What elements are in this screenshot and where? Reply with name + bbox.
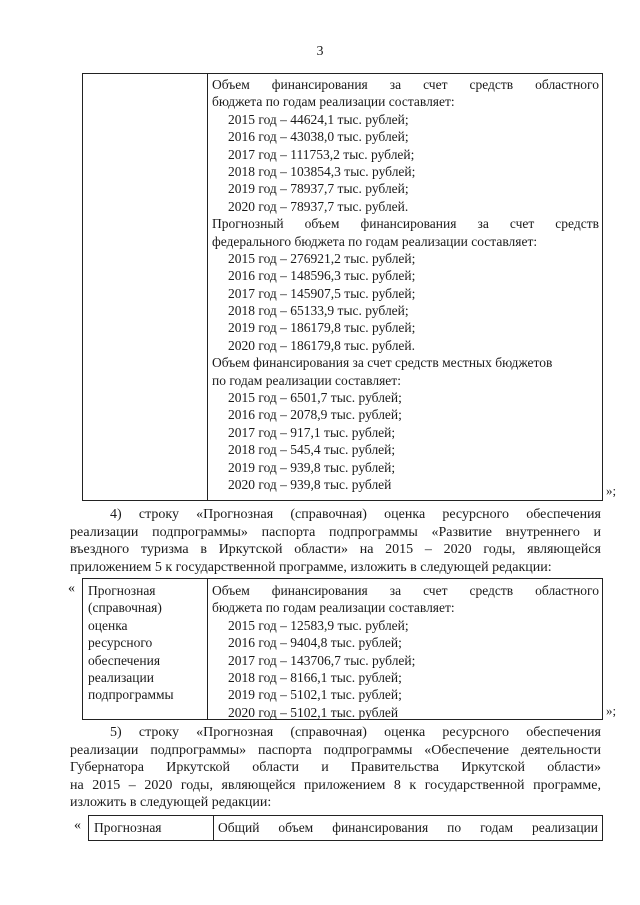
text-line: по годам реализации составляет: bbox=[212, 372, 401, 388]
paragraph-item-4 bbox=[70, 506, 601, 576]
year-line: 2015 год – 12583,9 тыс. рублей; bbox=[228, 617, 409, 633]
opening-quote-mark: « bbox=[68, 581, 75, 596]
paragraph-item-5 bbox=[70, 724, 601, 812]
text-line: оценка bbox=[88, 617, 128, 633]
closing-quote-mark: »; bbox=[606, 703, 617, 718]
text-line: изложить в следующей редакции: bbox=[70, 795, 272, 810]
text-line: Объем финансирования за счет средств местных бюджетов bbox=[212, 355, 553, 371]
text-line: ресурсного bbox=[88, 635, 153, 651]
year-line: 2018 год – 545,4 тыс. рублей; bbox=[228, 442, 396, 458]
page-number: 3 bbox=[316, 44, 324, 59]
financing-table-continued bbox=[82, 73, 603, 501]
text-line: Объем финансирования за счет средств областного bbox=[212, 77, 599, 92]
year-line: 2020 год – 939,8 тыс. рублей bbox=[228, 476, 392, 492]
year-line: 2020 год – 5102,1 тыс. рублей bbox=[228, 704, 399, 720]
financing-table-tourism bbox=[82, 578, 603, 720]
financing-table-governor bbox=[88, 815, 603, 841]
year-line: 2015 год – 44624,1 тыс. рублей; bbox=[228, 111, 409, 127]
year-line: 2018 год – 103854,3 тыс. рублей; bbox=[228, 163, 416, 179]
closing-quote-mark: »; bbox=[606, 483, 617, 498]
row-title-cell bbox=[94, 819, 209, 836]
text-line: реализации подпрограммы» паспорта подпрограммы «Развитие внутреннего и bbox=[70, 524, 601, 540]
column-divider bbox=[213, 816, 214, 840]
year-line: 2016 год – 148596,3 тыс. рублей; bbox=[228, 268, 416, 284]
text-line: (справочная) bbox=[88, 600, 162, 616]
text-line: въездного туризма в Иркутской области» на 2015 – 2020 годы, являющейся bbox=[70, 542, 601, 557]
year-line: 2016 год – 43038,0 тыс. рублей; bbox=[228, 129, 409, 145]
year-line: 2015 год – 276921,2 тыс. рублей; bbox=[228, 250, 416, 266]
financing-cell bbox=[212, 76, 599, 493]
text-line: 5) строку «Прогнозная (справочная) оценка ресурсного обеспечения bbox=[110, 725, 601, 740]
text-line: подпрограммы bbox=[88, 687, 174, 703]
financing-cell bbox=[218, 819, 598, 836]
year-line: 2015 год – 6501,7 тыс. рублей; bbox=[228, 390, 402, 406]
text-line: Общий объем финансирования по годам реализации bbox=[218, 820, 598, 835]
text-line: Объем финансирования за счет средств областного bbox=[212, 583, 599, 598]
text-line: реализации bbox=[88, 669, 154, 685]
year-line: 2019 год – 78937,7 тыс. рублей; bbox=[228, 181, 409, 197]
year-line: 2019 год – 186179,8 тыс. рублей; bbox=[228, 320, 416, 336]
year-line: 2019 год – 5102,1 тыс. рублей; bbox=[228, 687, 402, 703]
text-line: реализации подпрограммы» паспорта подпрограммы «Обеспечение деятельности bbox=[70, 742, 601, 758]
year-line: 2017 год – 145907,5 тыс. рублей; bbox=[228, 285, 416, 301]
year-line: 2017 год – 143706,7 тыс. рублей; bbox=[228, 652, 416, 668]
year-line: 2017 год – 111753,2 тыс. рублей; bbox=[228, 146, 415, 162]
column-divider bbox=[207, 74, 208, 500]
financing-cell bbox=[212, 582, 599, 721]
year-line: 2018 год – 65133,9 тыс. рублей; bbox=[228, 303, 409, 319]
text-line: Прогнозная bbox=[88, 583, 156, 598]
text-line: обеспечения bbox=[88, 652, 161, 668]
row-title-cell bbox=[88, 582, 203, 704]
text-line: 4) строку «Прогнозная (справочная) оценка ресурсного обеспечения bbox=[110, 507, 601, 522]
text-line: бюджета по годам реализации составляет: bbox=[212, 600, 455, 616]
text-line: на 2015 – 2020 годы, являющейся приложением 8 к государственной программе, bbox=[70, 777, 601, 793]
year-line: 2019 год – 939,8 тыс. рублей; bbox=[228, 459, 396, 475]
text-line: Губернатора Иркутской области и Правительства Иркутской области» bbox=[70, 760, 601, 775]
year-line: 2017 год – 917,1 тыс. рублей; bbox=[228, 424, 396, 440]
column-divider bbox=[207, 579, 208, 719]
text-line: федерального бюджета по годам реализации составляет: bbox=[212, 233, 538, 249]
year-line: 2016 год – 2078,9 тыс. рублей; bbox=[228, 407, 402, 423]
text-line: Прогнозная bbox=[94, 820, 162, 835]
text-line: приложением 5 к государственной программе, изложить в следующей редакции: bbox=[70, 559, 552, 575]
opening-quote-mark: « bbox=[74, 818, 81, 833]
year-line: 2018 год – 8166,1 тыс. рублей; bbox=[228, 669, 402, 685]
year-line: 2020 год – 186179,8 тыс. рублей. bbox=[228, 337, 416, 353]
year-line: 2016 год – 9404,8 тыс. рублей; bbox=[228, 635, 402, 651]
text-line: бюджета по годам реализации составляет: bbox=[212, 94, 455, 110]
year-line: 2020 год – 78937,7 тыс. рублей. bbox=[228, 198, 409, 214]
text-line: Прогнозный объем финансирования за счет средств bbox=[212, 216, 599, 232]
